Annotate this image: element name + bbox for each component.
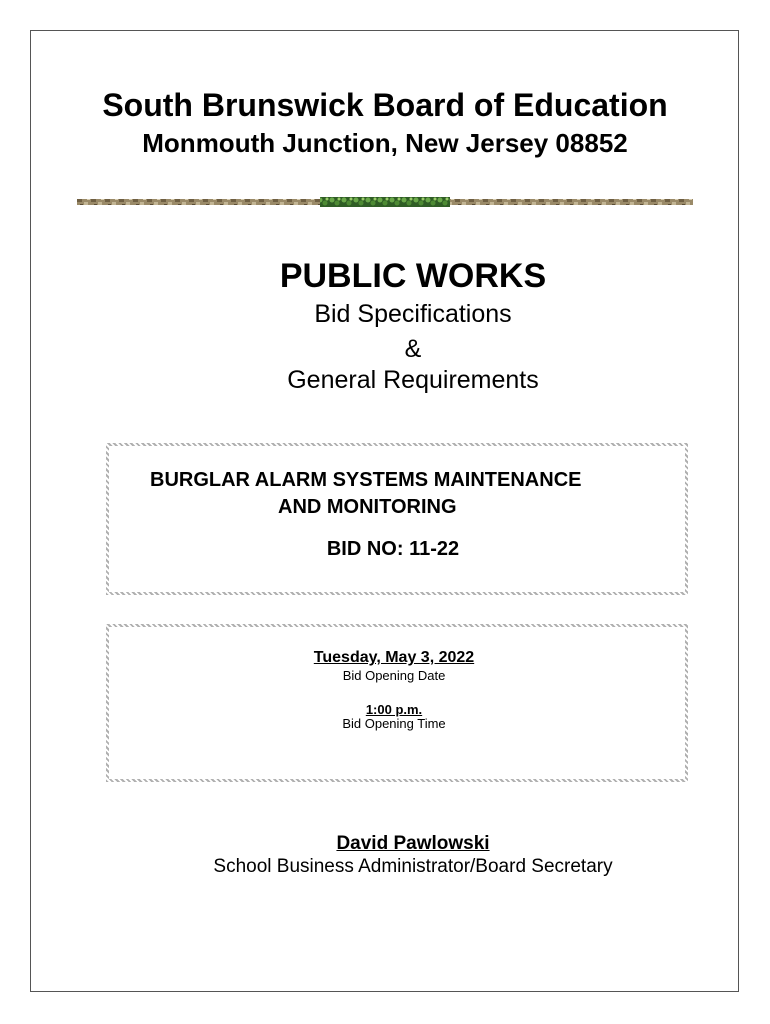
document-subtitle-ampersand: &	[404, 335, 422, 363]
bid-opening-time: 1:00 p.m.	[365, 702, 423, 717]
document-subtitle-2: General Requirements	[287, 366, 539, 394]
bid-opening-date-label: Bid Opening Date	[342, 668, 446, 683]
signer-title: School Business Administrator/Board Secretary	[213, 856, 613, 877]
bid-opening-time-label: Bid Opening Time	[342, 716, 446, 731]
organization-address: Monmouth Junction, New Jersey 08852	[142, 128, 628, 158]
document-subtitle-1: Bid Specifications	[314, 300, 512, 328]
bid-opening-date: Tuesday, May 3, 2022	[313, 649, 475, 666]
organization-name: South Brunswick Board of Education	[102, 87, 668, 123]
signer-name: David Pawlowski	[336, 833, 490, 854]
project-title-line-1: BURGLAR ALARM SYSTEMS MAINTENANCE	[150, 469, 582, 491]
project-title-line-2: AND MONITORING	[278, 496, 457, 518]
document-type: PUBLIC WORKS	[279, 257, 547, 295]
bid-number: BID NO: 11-22	[326, 538, 460, 560]
decorative-divider-image	[77, 197, 693, 207]
